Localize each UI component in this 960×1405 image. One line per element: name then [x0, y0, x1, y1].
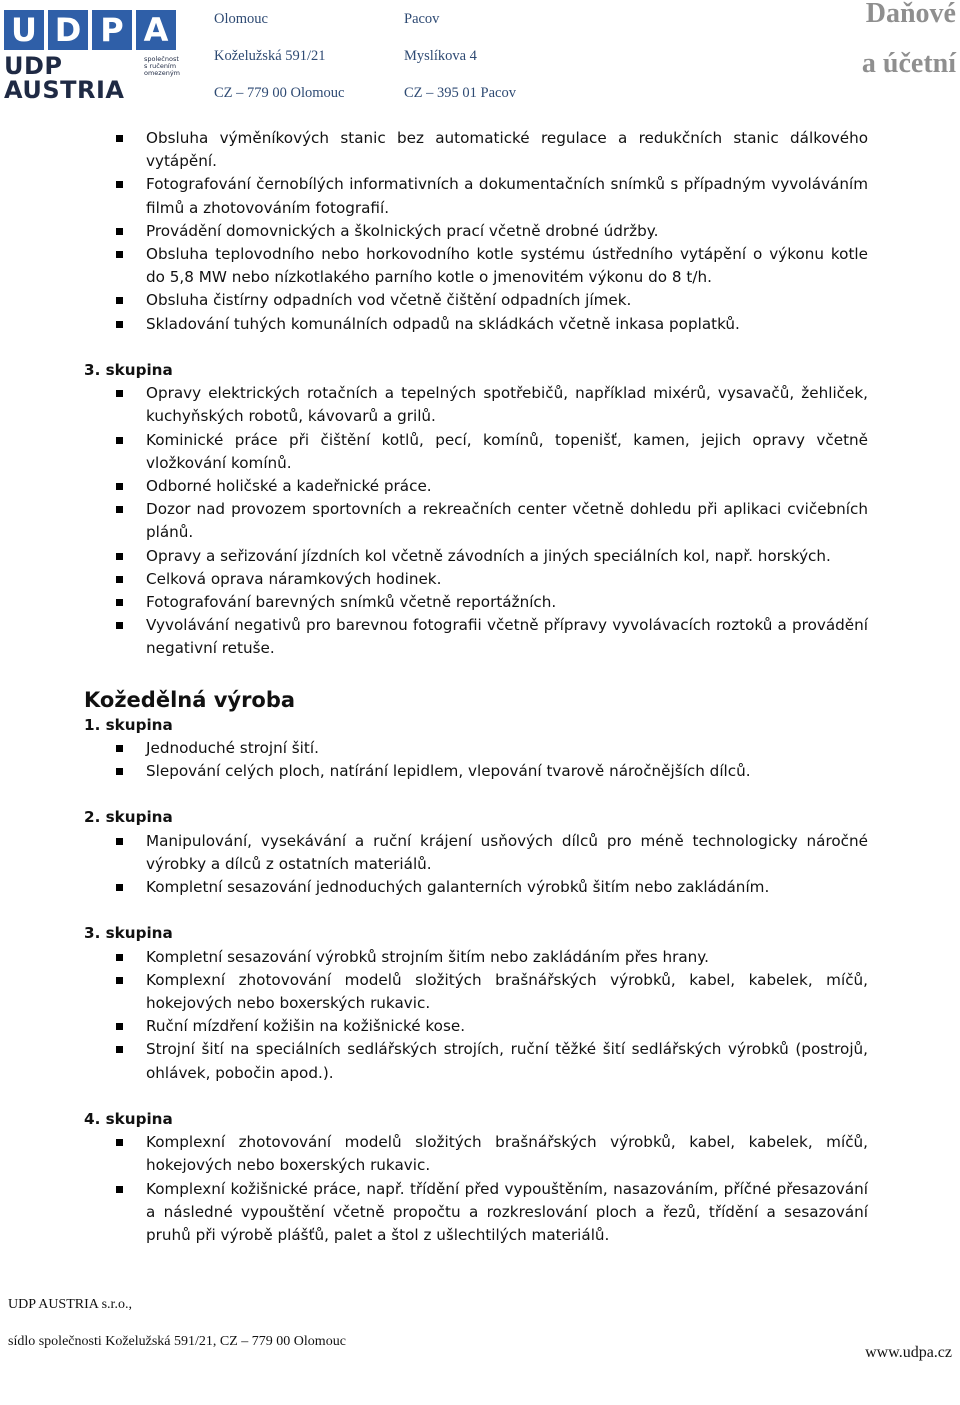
group-label: 4. skupina: [84, 1110, 173, 1129]
list-item: Dozor nad provozem sportovních a rekreačních center včetně dohledu při aplikaci cvičebních plánů.: [146, 498, 868, 544]
item-list: [84, 737, 868, 783]
footer-company: UDP AUSTRIA s.r.o.,: [8, 1297, 132, 1312]
logo-letter-p: P: [92, 10, 132, 50]
item-list: [84, 946, 868, 1085]
item-list: [84, 382, 868, 660]
office-street: Koželužská 591/21: [214, 48, 326, 64]
list-item: Fotografování barevných snímků včetně reportážních.: [146, 591, 868, 614]
office-street: Myslíkova 4: [404, 48, 477, 64]
logo-letter-a: A: [136, 10, 176, 50]
group-label: 3. skupina: [84, 361, 173, 380]
header-brand-title: [816, 0, 956, 80]
logo-tagline: společnost s ručením omezeným: [144, 55, 181, 77]
document-body: [84, 127, 868, 1247]
office-olomouc: [214, 10, 384, 100]
company-logo: [4, 10, 181, 104]
logo-letter-d: D: [48, 10, 88, 50]
item-list: [84, 1131, 868, 1247]
footer-website-link[interactable]: www.udpa.cz: [865, 1344, 952, 1361]
list-item: Skladování tuhých komunálních odpadů na skládkách včetně inkasa poplatků.: [146, 313, 868, 336]
list-item: Ruční mízdření kožišin na kožišnické kose.: [146, 1015, 868, 1038]
brand-title-line2: a účetní: [861, 48, 956, 79]
list-item: Opravy elektrických rotačních a tepelných spotřebičů, například mixérů, vysavačů, žehliček, kuchyňských robotů, kávovarů a grilů.: [146, 382, 868, 428]
office-city: Pacov: [404, 11, 440, 27]
item-list: [84, 127, 868, 336]
section-heading: Kožedělná výroba: [84, 687, 296, 712]
office-postal: CZ – 395 01 Pacov: [404, 85, 516, 101]
list-item: Obsluha čistírny odpadních vod včetně čištění odpadních jímek.: [146, 289, 868, 312]
list-item: Opravy a seřizování jízdních kol včetně závodních a jiných speciálních kol, např. horských.: [146, 545, 868, 568]
group-label: 2. skupina: [84, 808, 173, 827]
item-list: [84, 830, 868, 900]
list-item: Manipulování, vysekávání a ruční krájení usňových dílců pro méně technologicky náročné výrobky a dílců z ostatních materiálů.: [146, 830, 868, 876]
group-label: 1. skupina: [84, 715, 173, 734]
footer-address: sídlo společnosti Koželužská 591/21, CZ – 779 00 Olomouc: [8, 1334, 346, 1349]
list-item: Strojní šití na speciálních sedlářských strojích, ruční těžké šití sedlářských výrobků (postrojů, ohlávek, pobočin apod.).: [146, 1038, 868, 1084]
group-label: 3. skupina: [84, 924, 173, 943]
list-item: Jednoduché strojní šití.: [146, 737, 868, 760]
list-item: Kompletní sesazování jednoduchých galanterních výrobků šitím nebo zakládáním.: [146, 876, 868, 899]
list-item: Celková oprava náramkových hodinek.: [146, 568, 868, 591]
list-item: Komplexní zhotovování modelů složitých brašnářských výrobků, kabel, kabelek, míčů, hokejových nebo boxerských rukavic.: [146, 1131, 868, 1177]
logo-brand-text: UDP AUSTRIA: [4, 52, 125, 104]
office-postal: CZ – 779 00 Olomouc: [214, 85, 345, 101]
list-item: Kompletní sesazování výrobků strojním šitím nebo zakládáním přes hrany.: [146, 946, 868, 969]
list-item: Komplexní kožišnické práce, např. třídění před vypouštěním, nasazováním, příčné přesazování a následné vypouštění včetně propočtu a rozkreslování ploch a řezů, třídění a sesazování pruhů při výrobě plášťů, palet a štol z ušlechtilých materiálů.: [146, 1178, 868, 1248]
office-pacov: [404, 10, 574, 100]
list-item: Obsluha výměníkových stanic bez automatické regulace a redukčních stanic dálkového vytápění.: [146, 127, 868, 173]
list-item: Komplexní zhotovování modelů složitých brašnářských výrobků, kabel, kabelek, míčů, hokejových nebo boxerských rukavic.: [146, 969, 868, 1015]
logo-letter-u: U: [4, 10, 44, 50]
list-item: Fotografování černobílých informativních a dokumentačních snímků s případným vyvoláváním filmů a zhotovováním fotografií.: [146, 173, 868, 219]
list-item: Vyvolávání negativů pro barevnou fotografii včetně přípravy vyvolávacích roztoků a provádění negativní retuše.: [146, 614, 868, 660]
list-item: Slepování celých ploch, natírání lepidlem, vlepování tvarově náročnějších dílců.: [146, 760, 868, 783]
list-item: Provádění domovnických a školnických prací včetně drobné údržby.: [146, 220, 868, 243]
brand-title-line1: Daňové: [865, 0, 956, 29]
list-item: Odborné holičské a kadeřnické práce.: [146, 475, 868, 498]
list-item: Obsluha teplovodního nebo horkovodního kotle systému ústředního vytápění o výkonu kotle do 5,8 MW nebo nízkotlakého parního kotle o jmenovitém výkonu do 8 t/h.: [146, 243, 868, 289]
office-city: Olomouc: [214, 11, 268, 27]
list-item: Kominické práce při čištění kotlů, pecí, komínů, topenišť, kamen, jejich opravy včetně vložkování komínů.: [146, 429, 868, 475]
